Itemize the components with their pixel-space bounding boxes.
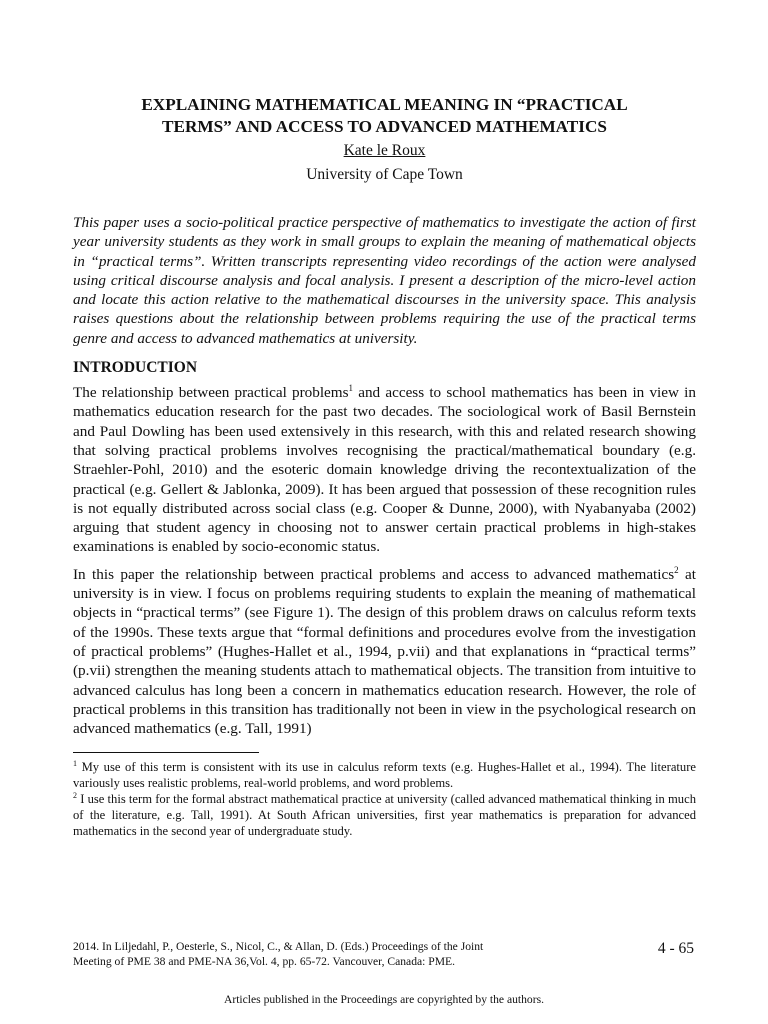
- page-number: 4 - 65: [657, 940, 694, 957]
- paper-title: [73, 94, 696, 138]
- footnote-1-text: My use of this term is consistent with its use in calculus reform texts (e.g. Hughes-Hallet et al., 1994). The literature variously uses realistic problems, real-world problems, and word problems.: [73, 760, 696, 791]
- footnote-2-marker: 2: [73, 791, 77, 801]
- footnote-1: [73, 759, 696, 791]
- title-line-1: EXPLAINING MATHEMATICAL MEANING IN “PRACTICAL: [141, 95, 628, 114]
- author-name: Kate le Roux: [343, 142, 426, 159]
- footnote-divider: [73, 752, 259, 753]
- footnote-ref-2[interactable]: 2: [674, 564, 679, 575]
- paper-page: [73, 94, 696, 839]
- footnote-2: [73, 791, 696, 839]
- paragraph-2-rest: at university is in view. I focus on problems requiring students to explain the meaning of mathematical objects in “practical terms” (see Figure 1). The design of this problem draws on calculus reform texts of the 1990s. These texts argue that “formal definitions and procedures evolve from the investigation of practical problems” (Hughes-Hallet et al., 1994, p.vii) and that explanations in “practical terms” (p.vii) strengthen the meaning students attach to mathematical objects. The transition from intuitive to advanced calculus has long been a concern in mathematics education research. However, the role of practical problems in this transition has traditionally not been in view in the psychological research on advanced mathematics (e.g. Tall, 1991): [73, 565, 696, 738]
- footnote-ref-1[interactable]: 1: [348, 383, 354, 394]
- copyright-notice: Articles published in the Proceedings are copyrighted by the authors.: [223, 993, 545, 1006]
- paragraph-1-start: The relationship between practical problems: [73, 384, 349, 402]
- proceedings-citation: 2014. In Liljedahl, P., Oesterle, S., Nicol, C., & Allan, D. (Eds.) Proceedings of the Joint Meeting of PME 38 and PME-NA 36,Vol. 4, pp. 65-72. Vancouver, Canada: PME.: [73, 940, 484, 968]
- paragraph-1: [73, 383, 696, 557]
- section-heading: INTRODUCTION: [73, 359, 198, 377]
- paragraph-2: [73, 565, 696, 739]
- paragraph-1-rest: and access to school mathematics has been in view in mathematics education research for the past two decades. The sociological work of Basil Bernstein and Paul Dowling has been used extensively in this research, with this and related research showing that solving practical problems involves recognising the practical/mathematical boundary (e.g. Straehler-Pohl, 2010) and the esoteric domain knowledge driving the recontextualization of the practical (e.g. Gellert & Jablonka, 2009). It has been argued that possession of these recognition rules is not equally distributed across social class (e.g. Cooper & Dunne, 2000), with Nyabanyaba (2002) arguing that student agency in choosing not to answer certain practical problems in high-stakes examinations is enabled by socio-economic status.: [73, 384, 696, 556]
- title-line-2: TERMS” AND ACCESS TO ADVANCED MATHEMATICS: [162, 117, 607, 136]
- footnote-2-text: I use this term for the formal abstract mathematical practice at university (called advanced mathematical thinking in much of the literature, e.g. Tall, 1991). At South African universities, first year mathematics is preparation for advanced mathematics in the second year of undergraduate study.: [73, 792, 696, 839]
- author-affiliation: University of Cape Town: [306, 166, 463, 183]
- paragraph-2-start: In this paper the relationship between practical problems and access to advanced mathematics: [73, 565, 675, 583]
- footnote-1-marker: 1: [73, 759, 77, 769]
- page-footer: [73, 940, 696, 969]
- abstract: This paper uses a socio-political practice perspective of mathematics to investigate the action of first year university students as they work in small groups to explain the meaning of mathematical objects in “practical terms”. Written transcripts representing video recordings of the action were analysed using critical discourse analysis and focal analysis. I present a description of the micro-level action and locate this action relative to the mathematical discourses in the university space. This analysis raises questions about the relationship between problems requiring the use of the practical terms genre and access to advanced mathematics at university.: [73, 214, 696, 347]
